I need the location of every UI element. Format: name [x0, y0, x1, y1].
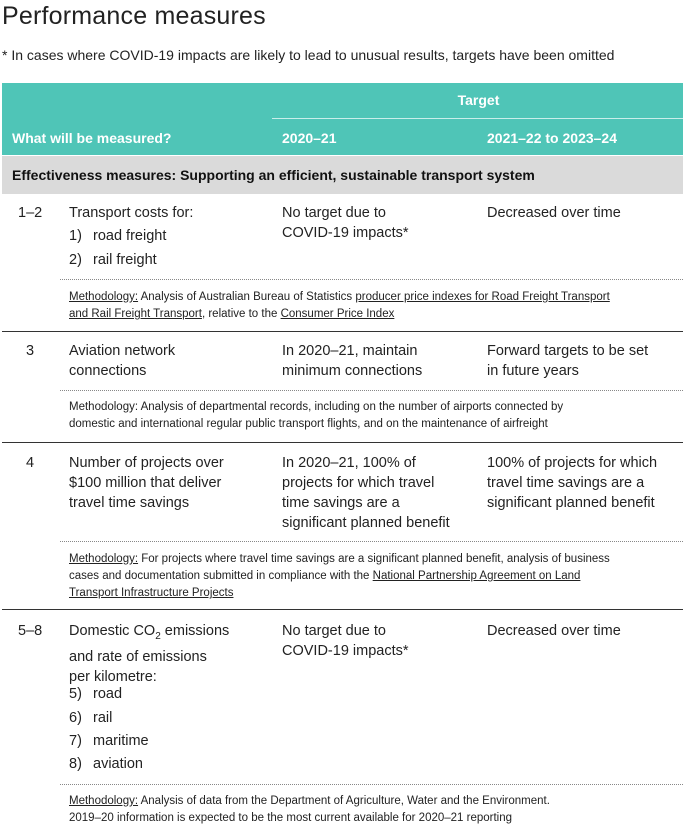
covid-note: * In cases where COVID-19 impacts are likely to lead to unusual results, targets have been omitted [2, 47, 615, 63]
row-number: 5–8 [18, 623, 43, 639]
npa-link[interactable]: National Partnership Agreement on Land [372, 570, 581, 582]
target-later-text: 100% of projects for which travel time savings are a significant planned benefit [487, 455, 658, 511]
measure-text: Transport costs for: [69, 205, 194, 221]
list-item: 6) rail [69, 710, 113, 726]
cpi-link[interactable]: Consumer Price Index [280, 308, 395, 320]
target-later-text: Decreased over time [487, 205, 621, 221]
row-number: 4 [26, 455, 35, 471]
target-later-text: Forward targets to be set in future years [487, 343, 649, 379]
target-2020-text: In 2020–21, 100% of projects for which travel time savings are a significant planned benefit [282, 455, 450, 531]
target-2020-text: In 2020–21, maintain minimum connections [282, 343, 423, 379]
npa-link-cont[interactable]: Transport Infrastructure Projects [69, 587, 234, 599]
target-later-text: Decreased over time [487, 623, 621, 639]
methodology-text: Methodology: Analysis of Australian Bureau of Statistics producer price indexes for Road Freight Transport and Rail Freight Transport, relative to the Consumer Price Index [69, 291, 610, 320]
table-header [2, 83, 683, 155]
dotted-divider [60, 279, 683, 280]
row-number: 1–2 [18, 205, 43, 221]
row-divider [2, 331, 683, 332]
methodology-text: Methodology: Analysis of data from the Department of Agriculture, Water and the Environment. 2019–20 information is expected to be the most current available for 2020–21 reporting [69, 795, 550, 824]
target-2020-column-header: 2020–21 [282, 130, 337, 146]
list-item: 5) road [69, 686, 123, 702]
dotted-divider [60, 390, 683, 391]
methodology-text: Methodology: For projects where travel time savings are a significant planned benefit, analysis of business cases and documentation submitted in compliance with the National Partnership Agreement on Land Transport Infrastructure Projects [69, 553, 610, 599]
target-2020-text: No target due to COVID-19 impacts* [282, 623, 409, 659]
target-2020-text: No target due to COVID-19 impacts* [282, 205, 409, 241]
measure-text: Domestic $CO_2$ emissions and rate of emissions per kilometre: [69, 623, 230, 685]
list-item: 1) road freight [69, 228, 167, 244]
section-heading: Effectiveness measures: Supporting an efficient, sustainable transport system [2, 156, 683, 194]
target-later-column-header: 2021–22 to 2023–24 [487, 130, 617, 146]
ppi-link[interactable]: producer price indexes for Road Freight Transport [355, 291, 610, 303]
row-number: 3 [26, 343, 35, 359]
measure-text: Number of projects over $100 million that deliver travel time savings [69, 455, 224, 511]
target-header: Target [457, 92, 500, 108]
page-title: Performance measures [2, 2, 266, 30]
dotted-divider [60, 784, 683, 785]
list-item: 2) rail freight [69, 252, 157, 268]
row-divider [2, 609, 683, 610]
methodology-text: Methodology: Analysis of departmental records, including on the number of airports connected by domestic and international regular public transport flights, and on the maintenance of airfreight [69, 401, 564, 430]
dotted-divider [60, 541, 683, 542]
measure-column-header: What will be measured? [12, 130, 172, 146]
target-divider [272, 118, 683, 119]
list-item: 8) aviation [69, 756, 143, 772]
list-item: 7) maritime [69, 733, 149, 749]
measure-text: Aviation network connections [69, 343, 176, 379]
row-divider [2, 442, 683, 443]
ppi-link-cont[interactable]: and Rail Freight Transport [69, 308, 202, 320]
